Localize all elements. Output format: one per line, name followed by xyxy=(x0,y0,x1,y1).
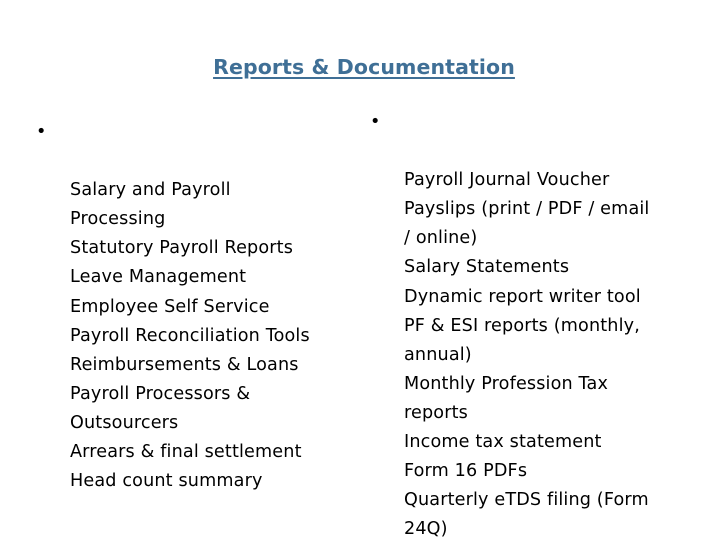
slide-title: Reports & Documentation xyxy=(213,55,515,79)
left-column-text: Salary and Payroll Processing Statutory Payroll Reports Leave Management Employee Self Service Payroll Reconciliation Tools Reimbursements & Loans Payroll Processors & Outsourcers Arrears & final settlement Head count summary xyxy=(70,180,310,492)
list-item xyxy=(370,108,700,544)
right-column-text: Payroll Journal Voucher Payslips (print / PDF / email / online) Salary Statements Dynamic report writer tool PF & ESI reports (monthly, annual) Monthly Profession Tax reports Income tax statement Form 16 PDFs Quarterly eTDS filing (Form 24Q) xyxy=(404,170,650,540)
bullet-icon: • xyxy=(370,112,381,132)
left-column xyxy=(36,118,346,496)
bullet-icon: • xyxy=(36,122,47,142)
list-item xyxy=(36,118,346,496)
right-column xyxy=(370,108,700,544)
